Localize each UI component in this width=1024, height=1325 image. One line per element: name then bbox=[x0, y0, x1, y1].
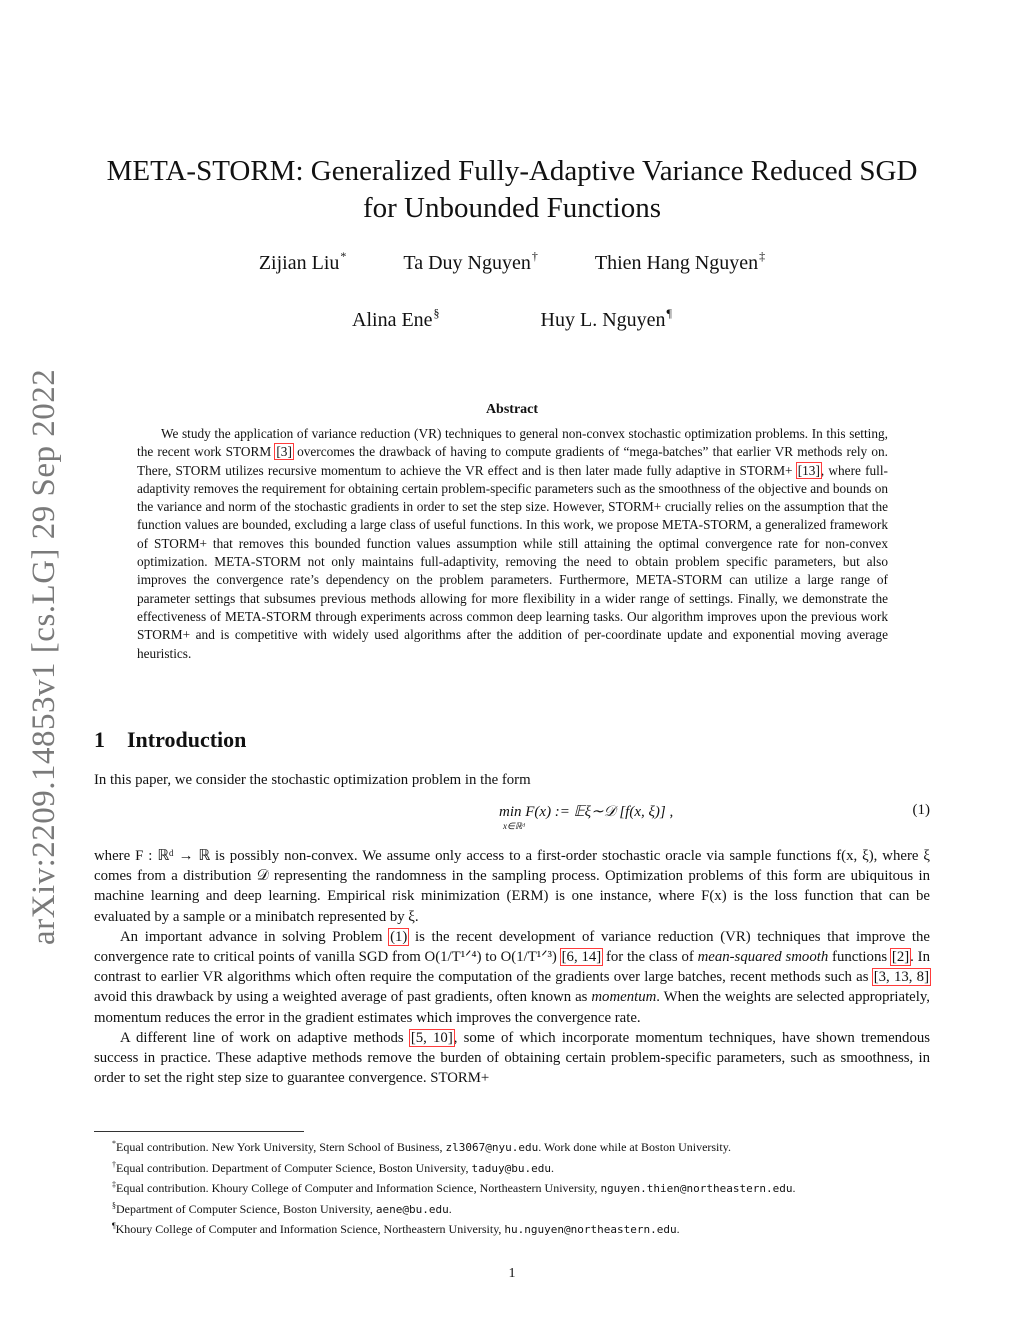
equation-ref-link[interactable]: (1) bbox=[390, 928, 408, 945]
abstract-heading: Abstract bbox=[485, 402, 539, 417]
abstract-text: We study the application of variance reduction (VR) techniques to general non-convex stochastic optimization problems. In this setting, the recent work STORM [3] overcomes the drawback of having to compute gradients of “mega-batches” that earlier VR methods rely on. There, STORM utilizes recursive momentum to achieve the VR effect and is then later made fully adaptive in STORM+ [13], where full-adaptivity removes the requirement for obtaining certain problem-specific parameters such as the smoothness of the objective and bounds on the variance and norm of the stochastic gradients in order to set the step size. However, STORM+ crucially relies on the assumption that the function values are bounded, excluding a large class of useful functions. In this work, we propose META-STORM, a generalized framework of STORM+ that removes this bounded function values assumption while still attaining the optimal convergence rate for non-convex optimization. META-STORM not only maintains full-adaptivity, removing the need to obtain problem specific parameters, but also improves the convergence rate’s dependency on the problem parameters. Furthermore, META-STORM can utilize a large range of parameter settings that subsumes previous methods allowing for more flexibility in a wider range of settings. Finally, we demonstrate the effectiveness of META-STORM through experiments across common deep learning tasks. Our algorithm improves upon the previous work STORM+ and is competitive with widely used algorithms after the addition of per-coordinate update and exponential moving average heuristics. bbox=[137, 426, 888, 661]
paper-title bbox=[100, 153, 924, 227]
title-line-2: for Unbounded Functions bbox=[362, 192, 662, 224]
footnote: ‡Equal contribution. Khoury College of Computer and Information Science, Northeastern University, nguyen.thien@northeastern.edu. bbox=[112, 1180, 796, 1195]
author: Ta Duy Nguyen† bbox=[403, 249, 538, 274]
equation-1 bbox=[94, 802, 930, 836]
intro-paragraph: In this paper, we consider the stochastic optimization problem in the form bbox=[94, 772, 531, 788]
citation-link[interactable]: [3] bbox=[276, 444, 292, 460]
equation-body: min F(x) := 𝔼ξ∼𝒟 [f(x, ξ)] , x∈ℝᵈ bbox=[499, 804, 674, 831]
paragraph: where F : ℝᵈ → ℝ is possibly non-convex. We assume only access to a first-order stochastic oracle via sample functions f(x, ξ), where ξ comes from a distribution 𝒟 representing the randomness in the sampling process. Optimization problems of this form are ubiquitous in machine learning and deep learning. Empirical risk minimization (ERM) is one instance, where F(x) is the loss function that can be evaluated by a sample or a minibatch represented by ξ. bbox=[94, 848, 930, 925]
email-link[interactable]: hu.nguyen@northeastern.edu bbox=[504, 1223, 677, 1236]
citation-link[interactable]: [3, 13, 8] bbox=[873, 969, 929, 986]
author: Zijian Liu* bbox=[258, 249, 347, 274]
paragraph: A different line of work on adaptive methods [5, 10], some of which incorporate momentum techniques, have shown tremendous success in practice. These adaptive methods remove the burden of obtaining certain problem-specific parameters, such as smoothness, in order to set the right step size to guarantee convergence. STORM+ bbox=[94, 1029, 930, 1087]
author: Huy L. Nguyen¶ bbox=[540, 306, 672, 331]
citation-link[interactable]: [2] bbox=[891, 949, 910, 966]
email-link[interactable]: aene@bu.edu bbox=[375, 1202, 449, 1216]
email-link[interactable]: taduy@bu.edu bbox=[471, 1161, 551, 1175]
email-link[interactable]: nguyen.thien@northeastern.edu bbox=[600, 1182, 793, 1195]
citation-link[interactable]: [6, 14] bbox=[561, 949, 602, 966]
citation-link[interactable]: [5, 10] bbox=[410, 1029, 453, 1046]
author-row-1 bbox=[100, 249, 924, 275]
author: Alina Ene§ bbox=[352, 306, 440, 331]
arxiv-identifier: arXiv:2209.14853v1 [cs.LG] 29 Sep 2022 bbox=[26, 368, 62, 945]
intro-body bbox=[94, 846, 930, 1088]
citation-link[interactable]: [13] bbox=[797, 462, 820, 478]
footnote-rule bbox=[94, 1131, 304, 1132]
footnotes bbox=[94, 1136, 930, 1239]
footnote: †Equal contribution. Department of Computer Science, Boston University, taduy@bu.edu. bbox=[112, 1159, 554, 1175]
page-number: 1 bbox=[508, 1266, 516, 1281]
footnote: ¶Khoury College of Computer and Information Science, Northeastern University, hu.nguyen@northeastern.edu. bbox=[112, 1221, 680, 1236]
footnote: §Department of Computer Science, Boston University, aene@bu.edu. bbox=[112, 1200, 452, 1216]
footnote: *Equal contribution. New York University, Stern School of Business, zl3067@nyu.edu. Work done while at Boston University. bbox=[112, 1139, 731, 1154]
section-heading: 1 Introduction bbox=[94, 727, 247, 752]
paragraph: An important advance in solving Problem (1) is the recent development of variance reduction (VR) techniques that improve the convergence rate to critical points of vanilla SGD from O(1/T¹ᐟ⁴) to O(1/T¹ᐟ³) [6, 14] for the class of mean-squared smooth functions [2]. In contrast to earlier VR algorithms which often require the computation of the gradients over large batches, recent methods such as [3, 13, 8] avoid this drawback by using a weighted average of past gradients, often known as momentum. When the weights are selected appropriately, momentum reduces the error in the gradient estimates which improves the convergence rate. bbox=[94, 928, 930, 1026]
title-line-1: META-STORM: Generalized Fully-Adaptive Variance Reduced SGD bbox=[106, 155, 918, 187]
author: Thien Hang Nguyen‡ bbox=[594, 249, 766, 274]
equation-number: (1) bbox=[912, 802, 930, 818]
email-link[interactable]: zl3067@nyu.edu bbox=[445, 1141, 539, 1154]
author-row-2 bbox=[100, 306, 924, 332]
